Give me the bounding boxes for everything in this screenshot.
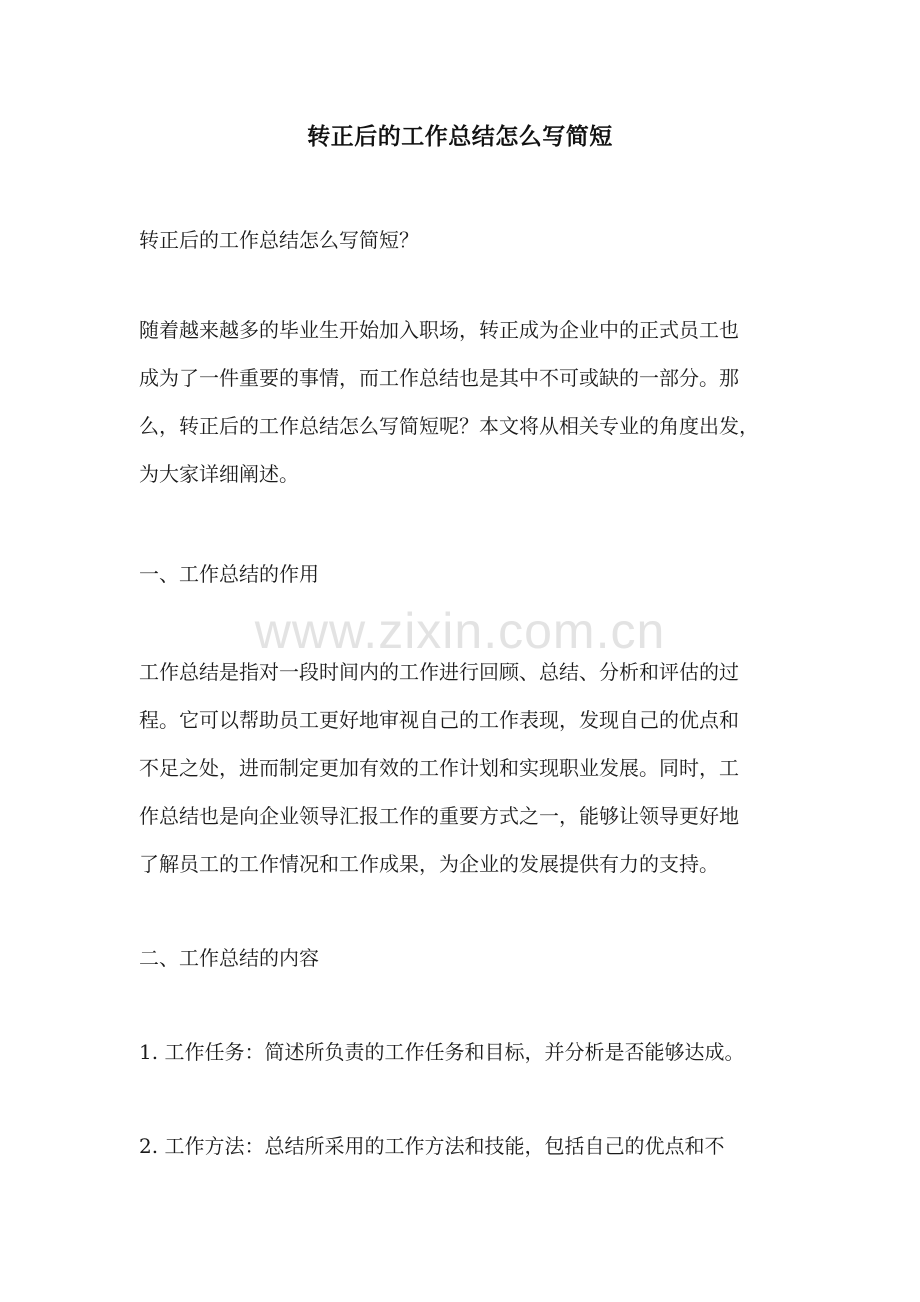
- list-item: 2. 工作方法：总结所采用的工作方法和技能，包括自己的优点和不: [139, 1134, 725, 1158]
- list-item: 1. 工作任务：简述所负责的工作任务和目标，并分析是否能够达成。: [139, 1040, 745, 1064]
- section-heading-1: 一、工作总结的作用: [139, 562, 319, 586]
- watermark: www.zixin.com.cn: [254, 603, 666, 659]
- document-title: 转正后的工作总结怎么写简短: [307, 124, 613, 150]
- section-heading-2: 二、工作总结的内容: [139, 946, 319, 970]
- subtitle: 转正后的工作总结怎么写简短？: [139, 228, 419, 252]
- section1-line: 程。它可以帮助员工更好地审视自己的工作表现，发现自己的优点和: [139, 708, 739, 732]
- section1-line: 了解员工的工作情况和工作成果，为企业的发展提供有力的支持。: [139, 852, 719, 876]
- intro-line: 么，转正后的工作总结怎么写简短呢？本文将从相关专业的角度出发，: [139, 414, 759, 438]
- section1-line: 不足之处，进而制定更加有效的工作计划和实现职业发展。同时，工: [139, 756, 739, 780]
- intro-line: 随着越来越多的毕业生开始加入职场，转正成为企业中的正式员工也: [139, 318, 739, 342]
- section1-line: 作总结也是向企业领导汇报工作的重要方式之一，能够让领导更好地: [139, 804, 739, 828]
- section1-line: 工作总结是指对一段时间内的工作进行回顾、总结、分析和评估的过: [139, 660, 739, 684]
- intro-line: 成为了一件重要的事情，而工作总结也是其中不可或缺的一部分。那: [139, 366, 739, 390]
- intro-line: 为大家详细阐述。: [139, 462, 299, 486]
